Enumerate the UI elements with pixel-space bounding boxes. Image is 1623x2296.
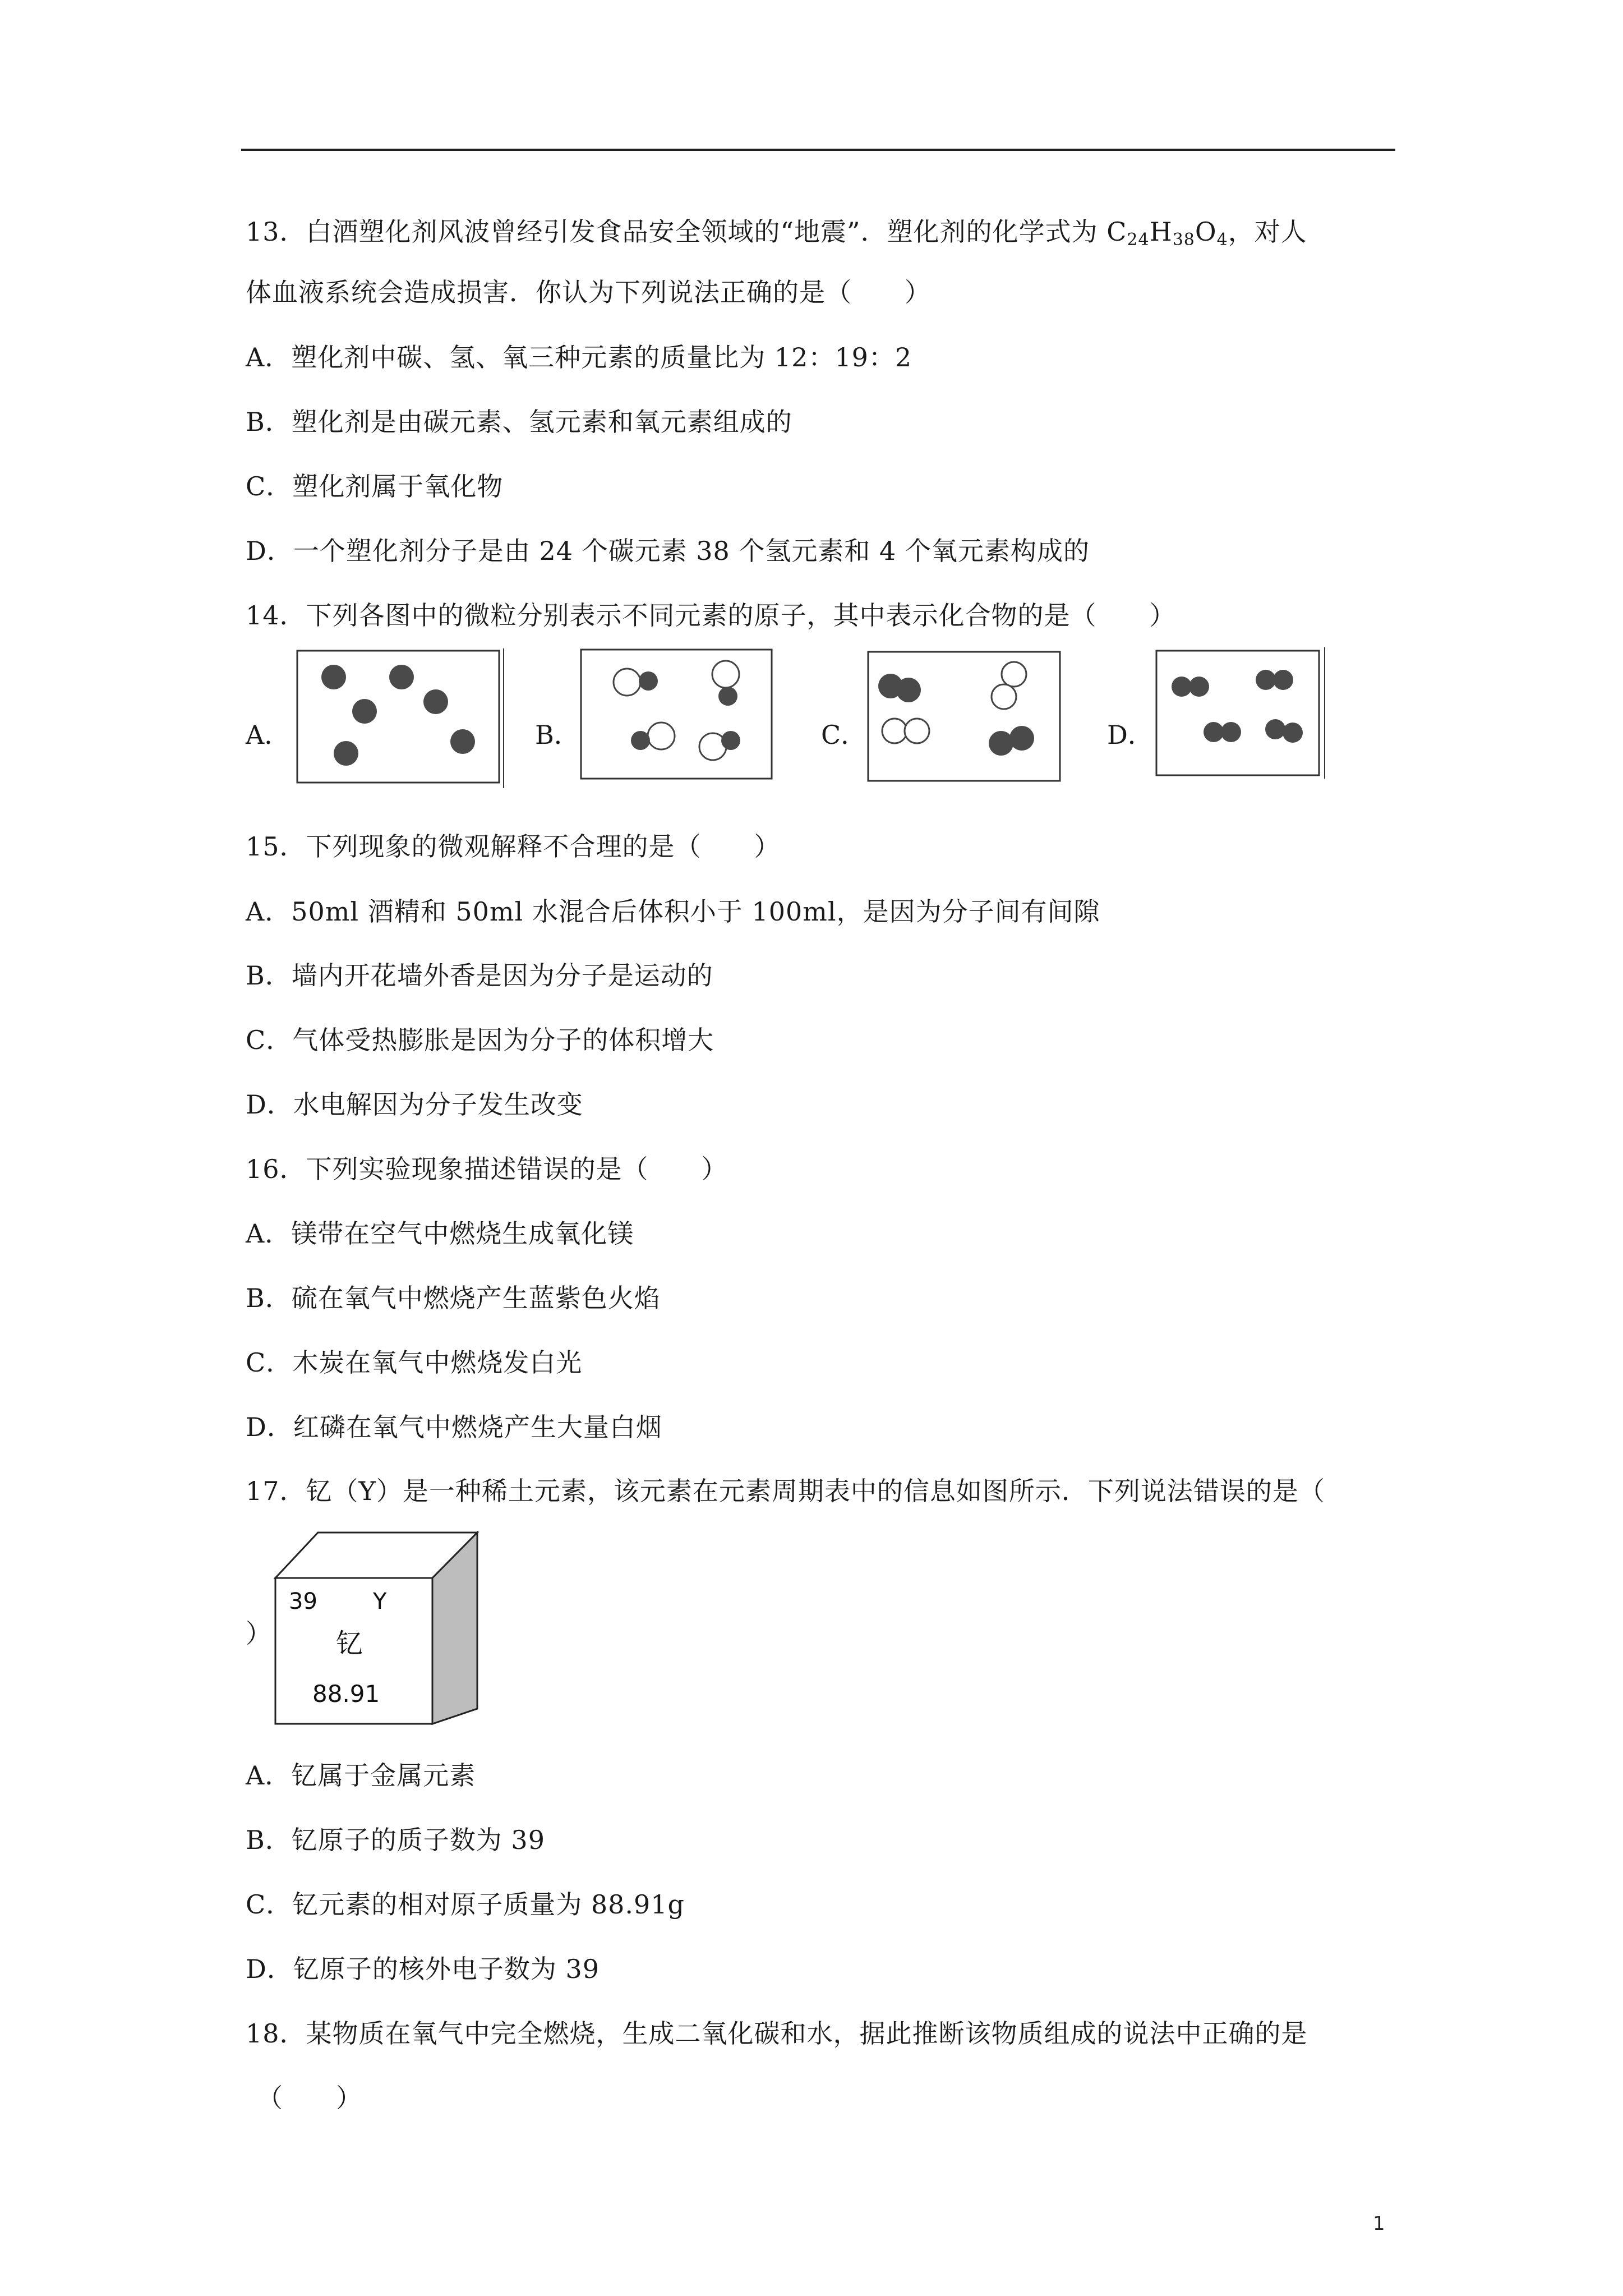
q15-stem: 15．下列现象的微观解释不合理的是（ ） (246, 831, 781, 862)
q14-figure-b (578, 645, 780, 791)
header-rule (241, 149, 1395, 151)
q17-option-d: D．钇原子的核外电子数为 39 (246, 1954, 600, 1984)
q14-figure-c (864, 645, 1071, 791)
q14-label-a: A． (246, 720, 291, 750)
q13-option-c: C．塑化剂属于氧化物 (246, 471, 504, 501)
atomic-mass: 88.91 (312, 1680, 380, 1708)
q17-option-a: A．钇属于金属元素 (246, 1760, 476, 1791)
q16-stem: 16．下列实验现象描述错误的是（ ） (246, 1154, 728, 1184)
yttrium-element-card (273, 1530, 481, 1727)
q17-close-paren: ） (246, 1618, 272, 1649)
q14-label-d: D． (1107, 720, 1154, 750)
q15-option-d: D．水电解因为分子发生改变 (246, 1089, 583, 1120)
q16-option-b: B．硫在氧气中燃烧产生蓝紫色火焰 (246, 1283, 661, 1313)
q13-line2: 体血液系统会造成损害．你认为下列说法正确的是（ ） (246, 277, 931, 307)
q18-stem: 18．某物质在氧气中完全燃烧，生成二氧化碳和水，据此推断该物质组成的说法中正确的是 (246, 2018, 1308, 2049)
q13-line1: 13．白酒塑化剂风波曾经引发食品安全领域的“地震”．塑化剂的化学式为 $C_{24}H_{38}O_4$，对人 (246, 217, 1307, 250)
q13-option-b: B．塑化剂是由碳元素、氢元素和氧元素组成的 (246, 407, 792, 437)
page-number: 1 (1373, 2212, 1385, 2235)
q16-option-a: A．镁带在空气中燃烧生成氧化镁 (246, 1218, 634, 1249)
q13-option-a: A．塑化剂中碳、氢、氧三种元素的质量比为 12：19：2 (246, 342, 912, 372)
q14-label-b: B． (535, 720, 580, 750)
q18-answer-paren: （ ） (257, 2083, 362, 2113)
q15-option-c: C．气体受热膨胀是因为分子的体积增大 (246, 1025, 714, 1055)
q15-option-b: B．墙内开花墙外香是因为分子是运动的 (246, 960, 713, 991)
q17-stem: 17．钇（Y）是一种稀土元素，该元素在元素周期表中的信息如图所示．下列说法错误的是（ (246, 1476, 1325, 1506)
element-name: 钇 (336, 1628, 363, 1659)
q15-option-a: A．50ml 酒精和 50ml 水混合后体积小于 100ml，是因为分子间有间隙 (246, 896, 1100, 927)
q16-option-d: D．红磷在氧气中燃烧产生大量白烟 (246, 1412, 662, 1442)
q14-label-c: C． (821, 720, 867, 750)
q14-figure-a (292, 645, 510, 791)
q17-option-c: C．钇元素的相对原子质量为 88.91g (246, 1889, 685, 1920)
q13-option-d: D．一个塑化剂分子是由 24 个碳元素 38 个氢元素和 4 个氧元素构成的 (246, 536, 1090, 566)
q14-figure-d (1151, 645, 1330, 785)
q17-option-b: B．钇原子的质子数为 39 (246, 1825, 545, 1855)
q14-stem: 14．下列各图中的微粒分别表示不同元素的原子，其中表示化合物的是（ ） (246, 600, 1176, 631)
atomic-number: 39 (289, 1589, 317, 1614)
q16-option-c: C．木炭在氧气中燃烧发白光 (246, 1347, 583, 1378)
element-symbol: Y (373, 1589, 387, 1614)
